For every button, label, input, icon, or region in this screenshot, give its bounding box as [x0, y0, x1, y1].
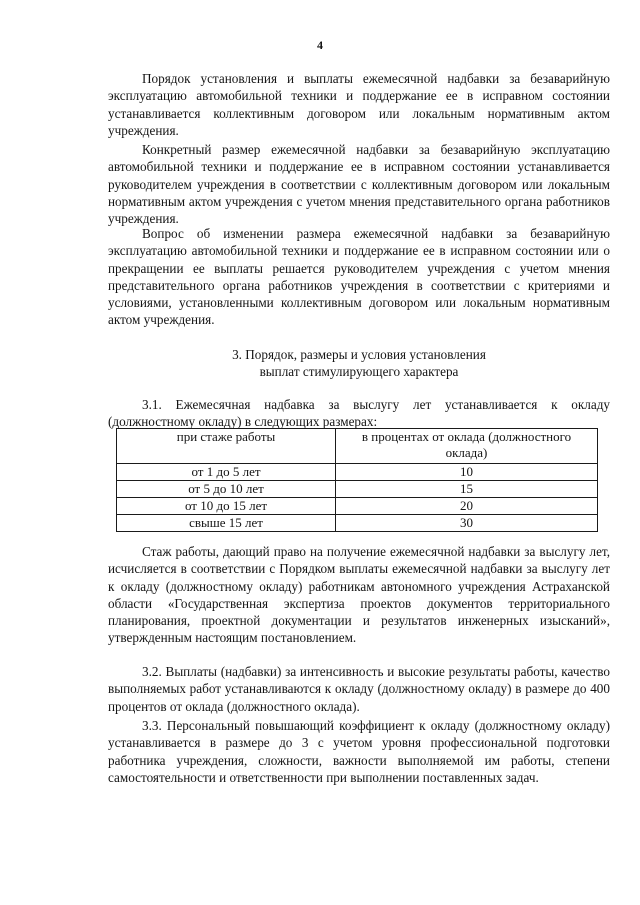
paragraph-seniority-calculation: Стаж работы, дающий право на получение ежемесячной надбавки за выслугу лет, исчисляется в соответствии с Порядком выплаты ежемесячной надбавки за выслугу лет к окладу (должностному окладу) работникам автономного учреждения Астраханской области «Государственная экспертиза проектов документов территориального планирования, проектной документации и результатов инженерных изысканий», утвержденным настоящим постановлением.	[108, 544, 610, 646]
table-cell-experience: свыше 15 лет	[117, 515, 336, 532]
table-cell-experience: от 1 до 5 лет	[117, 464, 336, 481]
section-3-heading-line-1: 3. Порядок, размеры и условия установления	[232, 347, 486, 362]
seniority-allowance-table	[116, 428, 598, 532]
paragraph-allowance-procedure: Порядок установления и выплаты ежемесячной надбавки за безаварийную эксплуатацию автомобильной техники и поддержание ее в исправном состоянии устанавливается коллективным договором или локальным нормативным актом учреждения.	[108, 71, 610, 138]
section-3-heading	[108, 346, 610, 381]
table-row	[117, 498, 598, 515]
table-cell-percent: 20	[336, 498, 598, 515]
table-row	[117, 464, 598, 481]
table-cell-percent: 30	[336, 515, 598, 532]
table-header-row	[117, 429, 598, 464]
paragraph-allowance-amount: Конкретный размер ежемесячной надбавки за безаварийную эксплуатацию автомобильной техники и поддержание ее в исправном состоянии устанавливается руководителем учреждения в соответствии с коллективным договором или локальным нормативным актом учреждения с учетом мнения представительного органа работников учреждения.	[108, 142, 610, 227]
paragraph-3-3: 3.3. Персональный повышающий коэффициент к окладу (должностному окладу) устанавливается в размере до 3 с учетом уровня профессиональной подготовки работника учреждения, сложности, важности выполняемой им работы, степени самостоятельности и ответственности при выполнении поставленных задач.	[108, 718, 610, 785]
table-cell-percent: 10	[336, 464, 598, 481]
table-row	[117, 515, 598, 532]
column-header-percent: в процентах от оклада (должностного оклада)	[336, 429, 598, 464]
table-cell-percent: 15	[336, 481, 598, 498]
paragraph-3-1: 3.1. Ежемесячная надбавка за выслугу лет устанавливается к окладу (должностному окладу) в следующих размерах:	[108, 397, 610, 430]
table-row	[117, 481, 598, 498]
paragraph-3-2: 3.2. Выплаты (надбавки) за интенсивность и высокие результаты работы, качество выполняемых работ устанавливаются к окладу (должностному окладу) в размере до 400 процентов от оклада (должностного оклада).	[108, 664, 610, 714]
column-header-experience: при стаже работы	[117, 429, 336, 464]
section-3-heading-line-2: выплат стимулирующего характера	[259, 364, 459, 380]
paragraph-allowance-change: Вопрос об изменении размера ежемесячной надбавки за безаварийную эксплуатацию автомобильной техники и поддержание ее в исправном состоянии или о прекращении ее выплаты решается руководителем учреждения с учетом мнения представительного органа работников учреждения в соответствии с критериями и условиями, установленными коллективным договором или локальным нормативным актом учреждения.	[108, 226, 610, 328]
page-number: 4	[317, 38, 323, 52]
table-cell-experience: от 10 до 15 лет	[117, 498, 336, 515]
table-cell-experience: от 5 до 10 лет	[117, 481, 336, 498]
